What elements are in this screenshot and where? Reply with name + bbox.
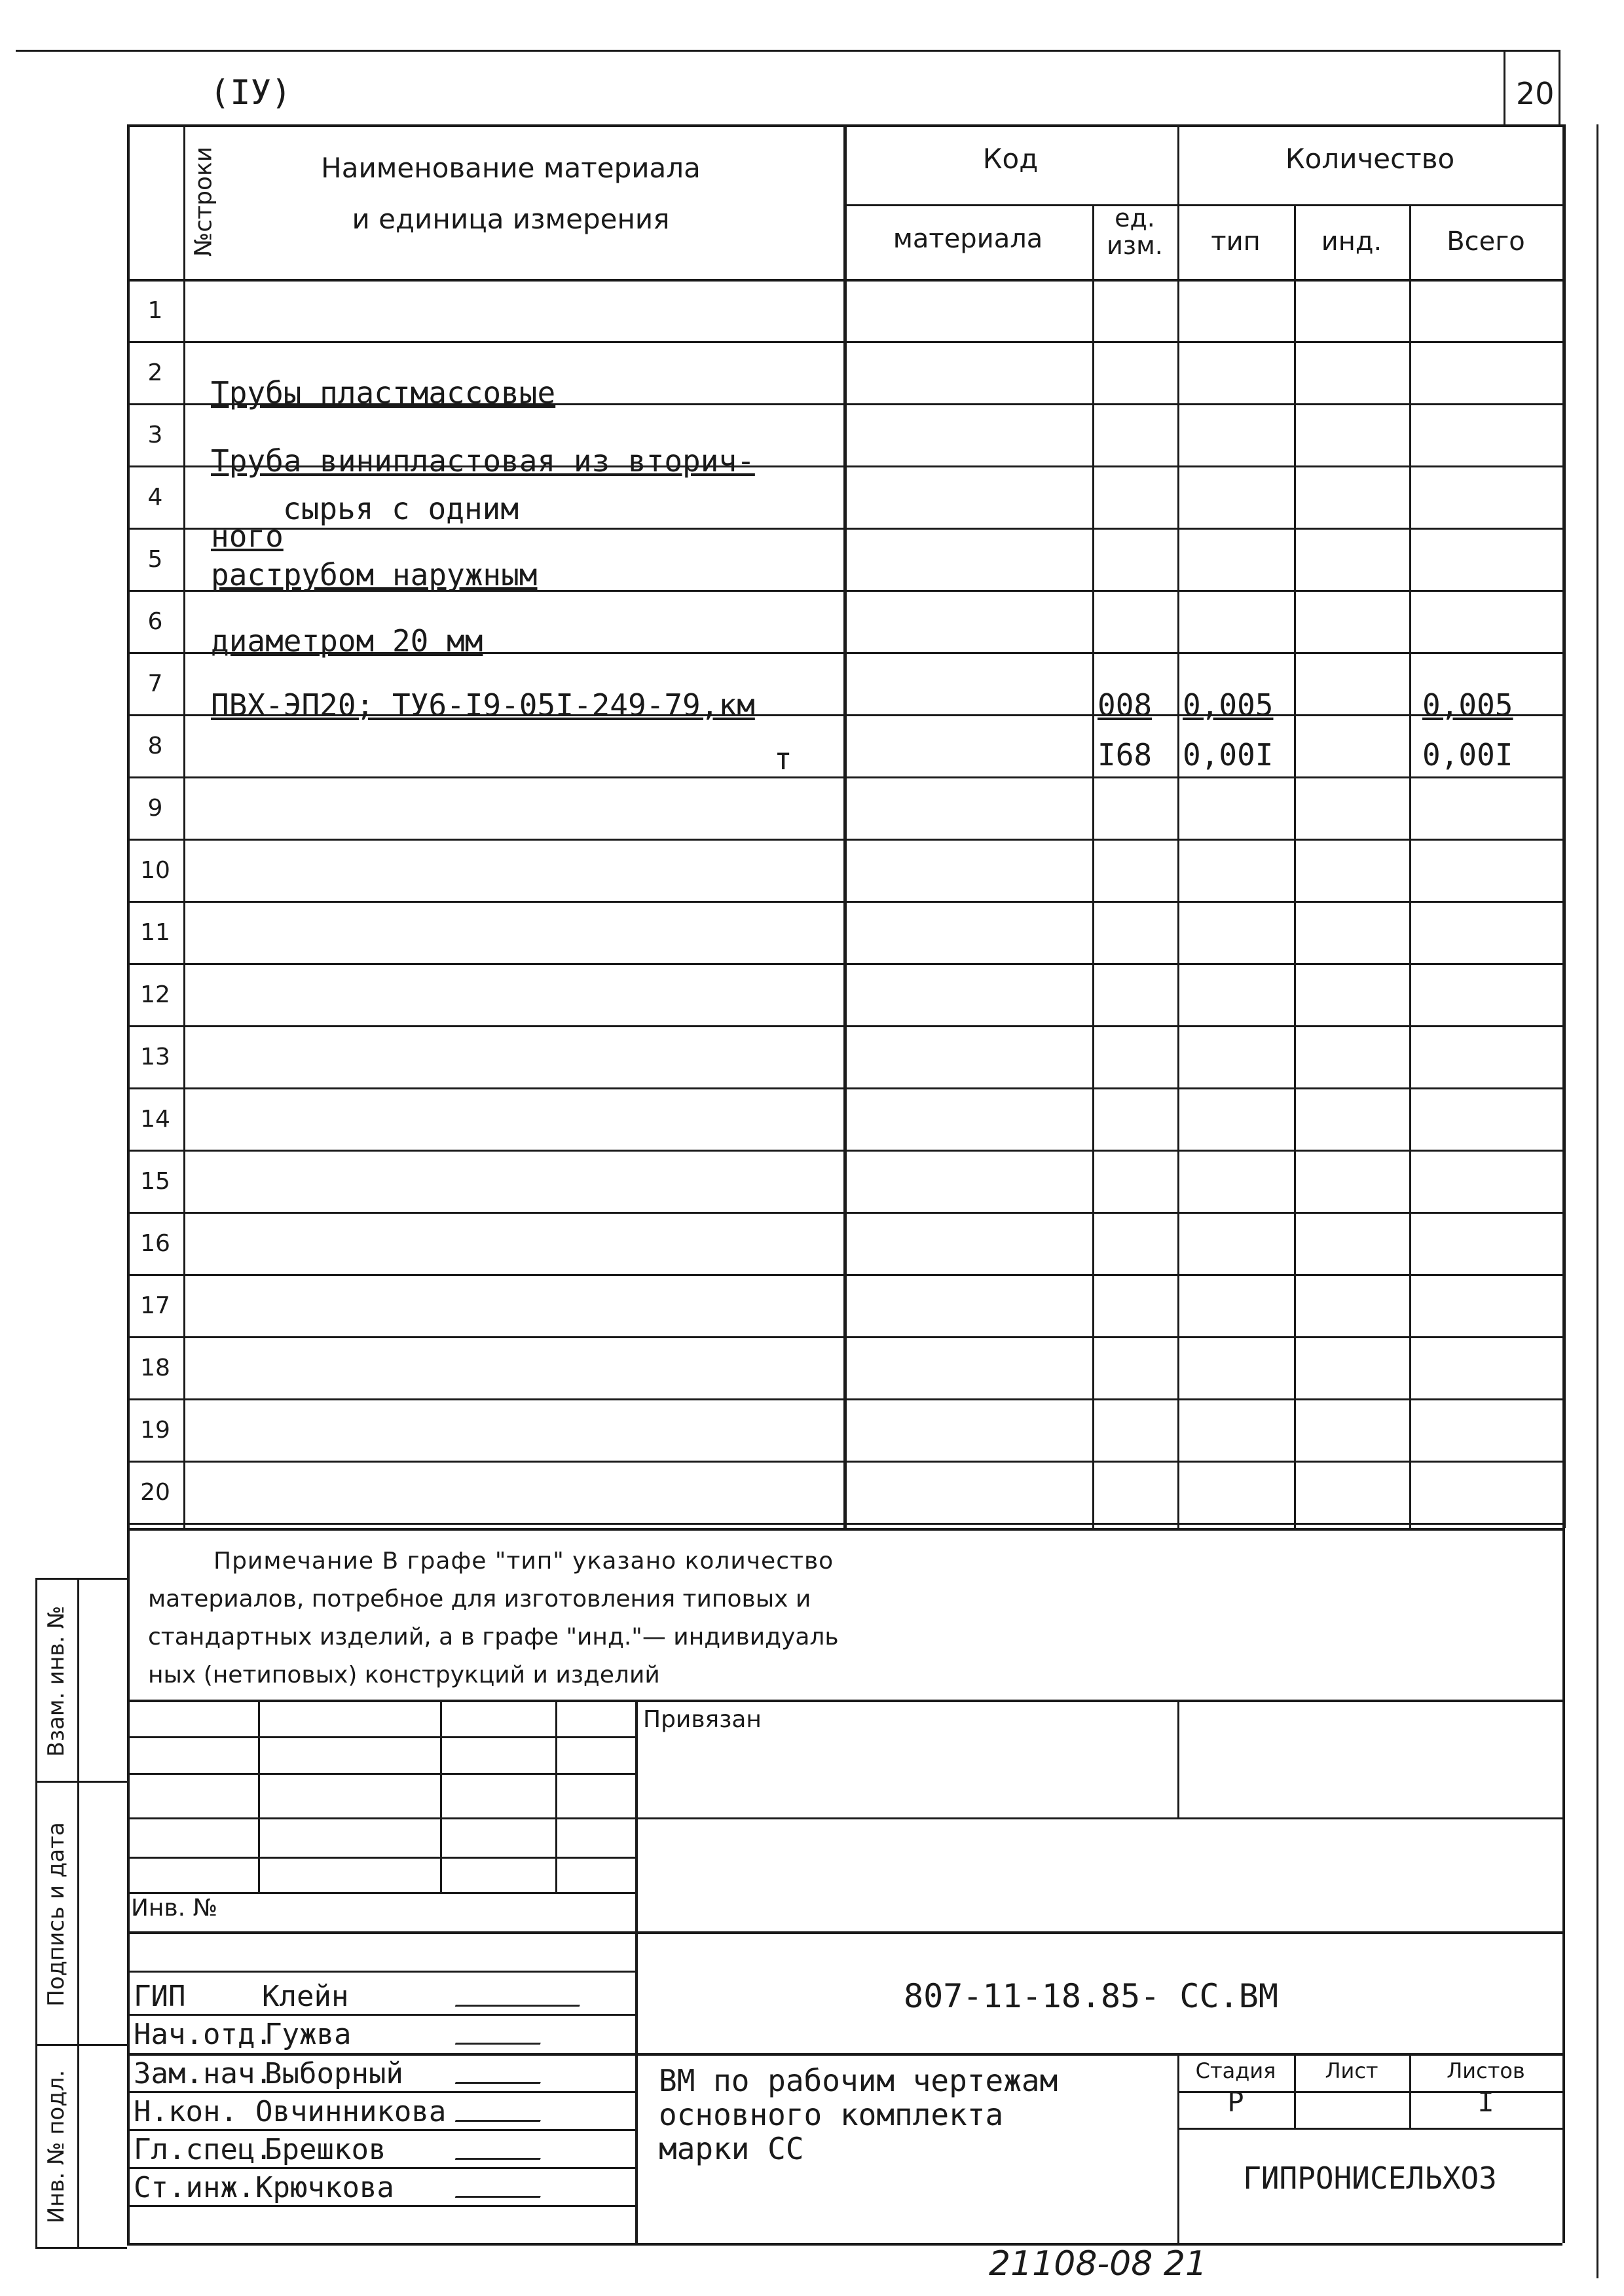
header-material: материала — [893, 224, 1043, 254]
item-desc-line: сырья с одним — [283, 491, 519, 526]
signer-name: Овчинникова — [255, 2095, 447, 2128]
signer-role: Зам.нач. — [134, 2057, 272, 2090]
grid-line — [127, 1274, 1562, 1276]
row-number: 15 — [140, 1168, 170, 1195]
handwritten-signature — [455, 2179, 547, 2198]
row7-type-qty: 0,005 — [1183, 687, 1274, 723]
grid-line — [35, 1781, 127, 1783]
header-code: Код — [982, 143, 1039, 175]
organization-name: ГИПРОНИСЕЛЬХОЗ — [1243, 2160, 1497, 2196]
row-number: 18 — [140, 1355, 170, 1381]
header-name-line2: и единица измерения — [352, 203, 670, 235]
grid-line — [1177, 2128, 1562, 2130]
document-code: 807-11-18.85- СС.ВМ — [904, 1977, 1278, 2015]
sheets-value: I — [1477, 2086, 1494, 2118]
row-number: 13 — [140, 1044, 170, 1070]
row7-unit-code: 008 — [1098, 687, 1153, 723]
handwritten-signature — [455, 2103, 547, 2122]
row8-type-qty: 0,00I — [1183, 737, 1274, 773]
grid-line — [35, 1578, 37, 2247]
side-label-podpis: Подпись и дата — [43, 1822, 69, 2007]
grid-line — [77, 1578, 79, 2247]
handwritten-signature — [455, 2141, 547, 2160]
privyazan-label: Привязан — [643, 1706, 762, 1733]
note-line: стандартных изделий, а в графе "инд."— индивидуаль — [148, 1624, 839, 1650]
row-number: 7 — [147, 670, 163, 697]
row-number: 16 — [140, 1230, 170, 1257]
signer-role: Ст.инж. — [134, 2171, 255, 2204]
grid-line — [1177, 1700, 1179, 1817]
grid-line — [127, 1971, 635, 1973]
side-label-inv: Инв. № подл. — [43, 2069, 69, 2224]
grid-line — [1562, 1528, 1565, 2243]
grid-line — [1559, 50, 1560, 124]
grid-line — [127, 1461, 1562, 1463]
grid-line — [127, 1931, 1562, 1934]
signer-name: Гужва — [265, 2018, 352, 2051]
grid-line — [127, 1736, 635, 1738]
row-number: 1 — [147, 297, 163, 324]
grid-line — [843, 124, 847, 1528]
signer-name: Крючкова — [255, 2171, 394, 2204]
row8-unit-code: I68 — [1098, 737, 1153, 773]
archive-number: 21108-08 21 — [989, 2244, 1208, 2284]
grid-line — [127, 2129, 635, 2131]
grid-line — [127, 1150, 1562, 1152]
grid-line — [127, 776, 1562, 778]
grid-line — [127, 1212, 1562, 1214]
grid-line — [127, 1857, 635, 1859]
grid-line — [127, 2091, 635, 2093]
grid-line — [127, 2167, 635, 2169]
header-unit: ед. изм. — [1107, 204, 1163, 260]
row-number: 9 — [147, 795, 163, 822]
grid-line — [635, 1700, 638, 2243]
item-desc-line: раструбом наружным — [211, 557, 538, 592]
side-label-vzam: Взам. инв. № — [43, 1605, 69, 1757]
grid-line — [555, 1700, 557, 1892]
row-number: 5 — [147, 546, 163, 573]
header-quantity: Количество — [1285, 143, 1455, 175]
item-group-title: Трубы пластмассовые — [211, 375, 556, 410]
header-type: тип — [1211, 227, 1261, 257]
grid-line — [127, 963, 1562, 965]
grid-line — [127, 2014, 635, 2016]
grid-line — [127, 2243, 1562, 2246]
sheet-label: Лист — [1325, 2058, 1378, 2083]
grid-line — [127, 1025, 1562, 1027]
signer-name: Выборный — [265, 2057, 403, 2090]
note-line: Примечание В графе "тип" указано количество — [213, 1548, 834, 1575]
handwritten-signature — [455, 2026, 547, 2045]
row-number: 11 — [140, 919, 170, 946]
note-line: материалов, потребное для изготовления типовых и — [148, 1586, 811, 1613]
grid-line — [1504, 50, 1505, 124]
row-number: 19 — [140, 1417, 170, 1444]
header-ind: инд. — [1321, 227, 1382, 257]
grid-line — [127, 839, 1562, 841]
signer-role: Гл.спец. — [134, 2133, 272, 2166]
note-line: ных (нетиповых) конструкций и изделий — [148, 1662, 660, 1688]
grid-line — [35, 2044, 127, 2046]
grid-line — [127, 1528, 1562, 1531]
sheet-marker: (IУ) — [210, 73, 292, 113]
grid-line — [127, 2053, 1562, 2056]
header-total: Всего — [1447, 227, 1525, 257]
grid-line — [127, 2205, 635, 2207]
header-name-line1: Наименование материала — [321, 152, 701, 184]
row7-total-qty: 0,005 — [1422, 687, 1513, 723]
item-desc-line: Труба винипластовая из вторич- — [211, 443, 755, 479]
grid-line — [127, 1398, 1562, 1400]
grid-line — [440, 1700, 442, 1892]
row-number: 14 — [140, 1106, 170, 1133]
row-number: 6 — [147, 608, 163, 635]
row8-total-qty: 0,00I — [1422, 737, 1513, 773]
row-number: 2 — [147, 359, 163, 386]
row-number: 3 — [147, 422, 163, 448]
signer-name: Клейн — [262, 1980, 349, 2013]
row-number: 4 — [147, 484, 163, 511]
row-number: 10 — [140, 857, 170, 884]
grid-line — [258, 1700, 260, 1892]
row-number: 12 — [140, 981, 170, 1008]
inv-no-label: Инв. № — [131, 1895, 218, 1922]
grid-line — [127, 341, 1562, 343]
grid-line — [1596, 124, 1598, 2278]
handwritten-signature — [455, 1988, 587, 2007]
grid-line — [127, 1523, 1562, 1525]
page-number: 20 — [1516, 76, 1555, 111]
stage-value: Р — [1227, 2086, 1244, 2118]
grid-line — [127, 528, 1562, 530]
item-unit-t: т — [774, 741, 792, 776]
grid-line — [127, 1892, 635, 1894]
grid-line — [127, 1817, 1562, 1819]
grid-line — [35, 2247, 127, 2249]
signer-role: Н.кон. — [134, 2095, 238, 2128]
signer-role: Нач.отд. — [134, 2018, 272, 2051]
grid-line — [843, 204, 1562, 206]
grid-line — [127, 1773, 635, 1775]
handwritten-signature — [455, 2065, 547, 2084]
signer-name: Брешков — [265, 2133, 386, 2166]
grid-line — [16, 50, 1559, 52]
grid-line — [1177, 124, 1179, 1528]
signer-role: ГИП — [134, 1980, 186, 2013]
header-row-num: №строки — [190, 146, 217, 257]
grid-line — [35, 1578, 127, 1580]
grid-line — [183, 124, 185, 1528]
row-number: 8 — [147, 733, 163, 759]
stage-label: Стадия — [1195, 2058, 1276, 2083]
grid-line — [127, 1700, 1562, 1702]
item-desc-line: диаметром 20 мм — [211, 623, 483, 659]
item-desc-line: ного — [211, 519, 284, 554]
grid-line — [127, 1336, 1562, 1338]
grid-line — [127, 1087, 1562, 1089]
grid-line — [1562, 124, 1566, 1528]
sheets-label: Листов — [1447, 2058, 1525, 2083]
item-spec-line: ПВХ-ЭП20; ТУ6-I9-05I-249-79,км — [211, 687, 755, 723]
row-number: 20 — [140, 1479, 170, 1506]
grid-line — [127, 901, 1562, 903]
document-title: ВМ по рабочим чертежам основного комплекта марки СС — [659, 2063, 1058, 2166]
row-number: 17 — [140, 1292, 170, 1319]
